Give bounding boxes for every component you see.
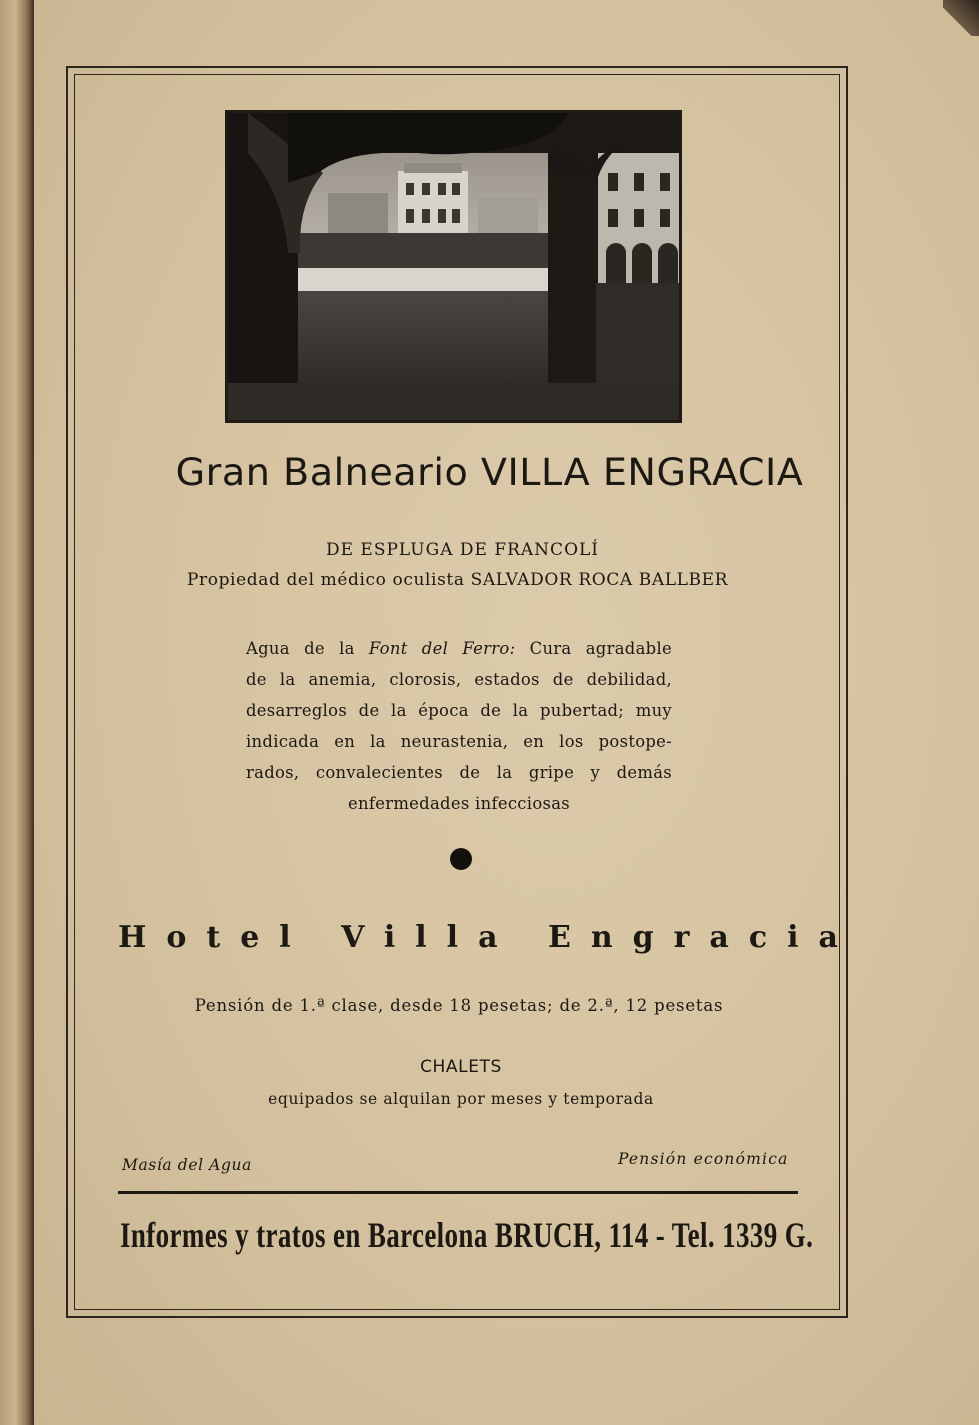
chalets-text: equipados se alquilan por meses y temporada xyxy=(268,1090,654,1108)
book-gutter xyxy=(0,0,34,1425)
bullet-dot-icon xyxy=(450,848,472,870)
balneario-courtyard-photo-icon xyxy=(228,113,679,420)
pension-economica: Pensión económica xyxy=(618,1150,789,1168)
chalets-heading: CHALETS xyxy=(420,1057,502,1077)
description-line-4: indicada en la neurastenia, en los postope- xyxy=(246,732,672,751)
hotel-name: Hotel Villa Engracia xyxy=(118,920,858,955)
owner-line: Propiedad del médico oculista SALVADOR ROCA BALLBER xyxy=(186,570,729,590)
description-paragraph xyxy=(246,633,672,819)
scan-corner xyxy=(943,0,979,36)
location-line: DE ESPLUGA DE FRANCOLÍ xyxy=(325,540,600,560)
pension-prices: Pensión de 1.ª clase, desde 18 pesetas; de 2.ª, 12 pesetas xyxy=(194,996,724,1015)
masia-del-agua: Masía del Agua xyxy=(122,1156,252,1174)
description-line-3: desarreglos de la época de la pubertad; muy xyxy=(246,701,672,720)
contact-line: Informes y tratos en Barcelona BRUCH, 114 - Tel. 1339 G. xyxy=(120,1215,814,1255)
description-line-1-suffix: Cura agradable xyxy=(515,639,672,658)
divider-rule xyxy=(118,1191,798,1194)
description-line-1-prefix: Agua de la xyxy=(246,639,369,658)
font-del-ferro: Font del Ferro: xyxy=(368,639,516,658)
description-line-1 xyxy=(246,633,672,664)
description-line-5: rados, convalecientes de la gripe y demás xyxy=(246,763,672,782)
balneario-photo xyxy=(225,110,682,423)
description-line-2: de la anemia, clorosis, estados de debilidad, xyxy=(246,670,672,689)
description-line-6: enfermedades infecciosas xyxy=(347,794,570,813)
advert-title: Gran Balneario VILLA ENGRACIA xyxy=(175,451,804,494)
